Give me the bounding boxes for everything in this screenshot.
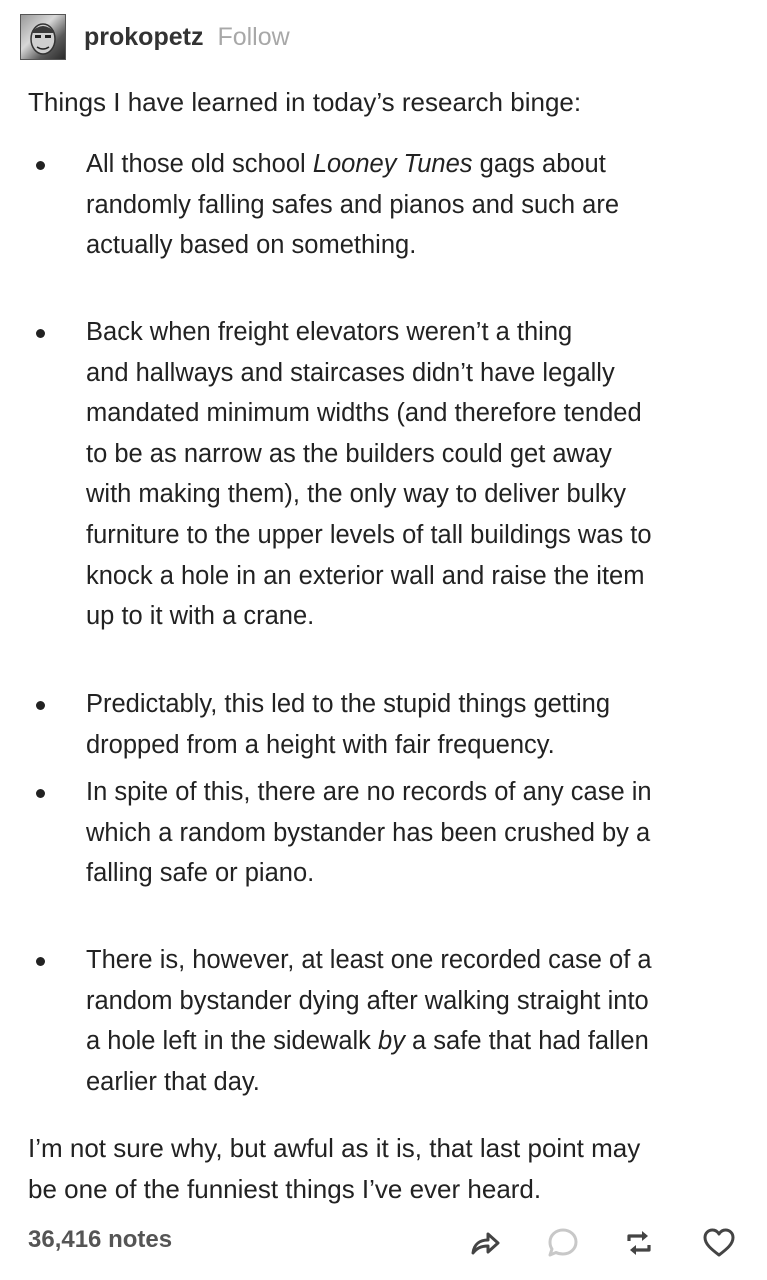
text-line: be one of the funniest things I’ve ever heard. <box>28 1174 542 1204</box>
reply-icon[interactable] <box>546 1226 580 1260</box>
italic-text: by <box>378 1027 405 1056</box>
text-line: to be as narrow as the builders could get away <box>86 439 612 468</box>
text-line: I’m not sure why, but awful as it is, that last point may <box>28 1133 641 1163</box>
text-segment: a hole left in the sidewalk <box>86 1027 379 1056</box>
follow-button[interactable]: Follow <box>217 22 290 51</box>
username-link[interactable]: prokopetz <box>84 22 204 51</box>
bullet-text <box>86 684 746 765</box>
post-outro <box>28 1128 748 1210</box>
share-icon[interactable] <box>468 1226 502 1260</box>
text-line: falling safe or piano. <box>86 859 315 888</box>
bullet-text <box>86 144 746 266</box>
bullet-text <box>86 312 746 637</box>
text-line: actually based on something. <box>86 231 417 260</box>
text-line: knock a hole in an exterior wall and raise the item <box>86 561 645 590</box>
like-icon[interactable] <box>702 1226 736 1260</box>
post-footer <box>0 1222 767 1262</box>
post-header <box>20 12 290 62</box>
text-segment: gags about <box>472 150 606 178</box>
text-line <box>86 150 606 178</box>
avatar-portrait-icon <box>21 15 65 59</box>
text-line: There is, however, at least one recorded case of a <box>86 946 652 974</box>
text-segment: All those old school <box>86 150 313 178</box>
text-line: random bystander dying after walking straight into <box>86 986 649 1015</box>
bullet-dot-icon <box>36 161 45 170</box>
text-line: In spite of this, there are no records of any case in <box>86 778 652 806</box>
text-line: dropped from a height with fair frequency. <box>86 730 555 759</box>
text-line: randomly falling safes and pianos and such are <box>86 190 619 219</box>
text-line: which a random bystander has been crushed by a <box>86 818 651 847</box>
bullet-dot-icon <box>36 789 45 798</box>
bullet-dot-icon <box>36 701 45 710</box>
text-line: and hallways and staircases didn’t have legally <box>86 358 615 387</box>
text-line: Predictably, this led to the stupid things getting <box>86 690 611 718</box>
italic-text: Looney Tunes <box>312 150 473 178</box>
text-line: up to it with a crane. <box>86 602 315 631</box>
bullet-dot-icon <box>36 957 45 966</box>
text-line: mandated minimum widths (and therefore tended <box>86 399 642 428</box>
text-line: earlier that day. <box>86 1067 260 1096</box>
reblog-icon[interactable] <box>622 1226 656 1260</box>
post-intro: Things I have learned in today’s research binge: <box>28 87 582 117</box>
text-segment: a safe that had fallen <box>404 1027 649 1056</box>
text-line: furniture to the upper levels of tall buildings was to <box>86 520 652 549</box>
notes-count[interactable]: 36,416 notes <box>28 1226 173 1253</box>
bullet-dot-icon <box>36 329 45 338</box>
text-line: with making them), the only way to deliver bulky <box>86 480 626 509</box>
bullet-text <box>86 772 746 894</box>
bullet-text <box>86 940 746 1102</box>
text-line <box>86 1027 649 1055</box>
avatar[interactable] <box>20 14 66 60</box>
text-line: Back when freight elevators weren’t a thing <box>86 318 573 346</box>
